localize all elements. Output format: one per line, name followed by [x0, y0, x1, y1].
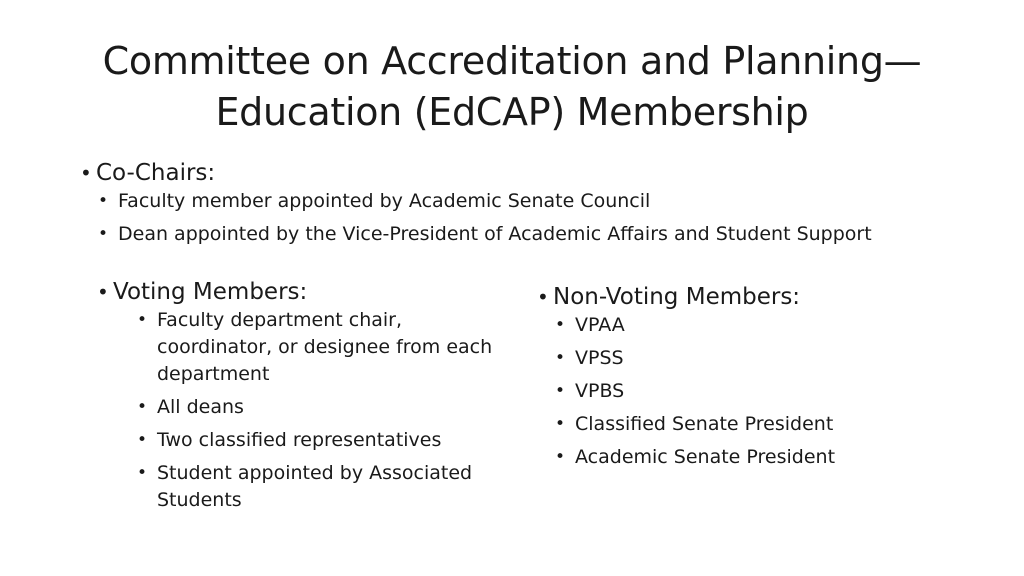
- co-chair-item: • Dean appointed by the Vice-President of Academic Affairs and Student Support: [96, 221, 980, 248]
- co-chairs-heading-item: [80, 158, 980, 248]
- co-chairs-sublist: [96, 188, 980, 248]
- slide-title-line-2: Education (EdCAP) Membership: [215, 90, 809, 134]
- co-chairs-heading: Co-Chairs:: [96, 160, 216, 186]
- non-voting-member-item: • VPAA: [553, 312, 957, 339]
- voting-member-item: • Two classified representatives: [135, 427, 517, 454]
- voting-member-item: • Faculty department chair, coordinator, or designee from each department: [135, 307, 517, 388]
- voting-member-item: • Student appointed by Associated Students: [135, 460, 517, 514]
- non-voting-members-heading-item: [537, 282, 957, 471]
- voting-members-sublist: [135, 307, 517, 514]
- non-voting-member-item: • VPSS: [553, 345, 957, 372]
- slide-title: [40, 36, 984, 138]
- non-voting-members-heading: Non-Voting Members:: [553, 284, 801, 310]
- voting-members-heading: Voting Members:: [113, 279, 308, 305]
- slide-title-line-1: Committee on Accreditation and Planning—: [102, 39, 922, 83]
- non-voting-member-item: • Academic Senate President: [553, 444, 957, 471]
- non-voting-members-section: [537, 282, 957, 471]
- voting-members-section: [97, 277, 517, 514]
- non-voting-members-sublist: [553, 312, 957, 471]
- co-chair-item: • Faculty member appointed by Academic Senate Council: [96, 188, 980, 215]
- voting-member-item: • All deans: [135, 394, 517, 421]
- non-voting-member-item: • Classified Senate President: [553, 411, 957, 438]
- non-voting-members-list: [537, 282, 957, 471]
- voting-members-heading-item: [97, 277, 517, 514]
- co-chairs-section: [80, 158, 980, 248]
- non-voting-member-item: • VPBS: [553, 378, 957, 405]
- co-chairs-list: [80, 158, 980, 248]
- voting-members-list: [97, 277, 517, 514]
